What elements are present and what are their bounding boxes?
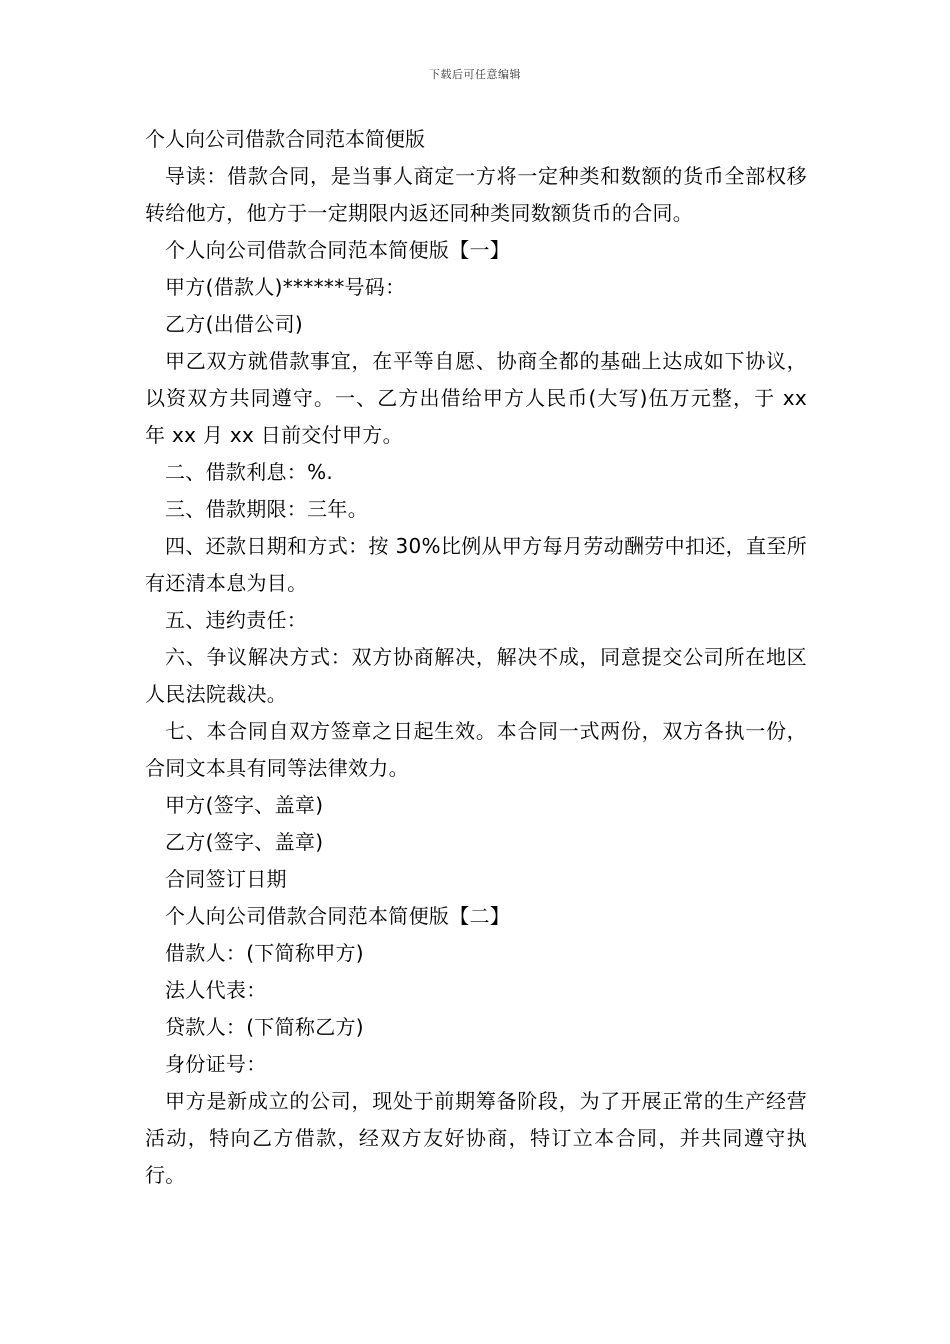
- section1-heading: 个人向公司借款合同范本简便版【一】: [165, 238, 511, 262]
- document-title: 个人向公司借款合同范本简便版: [145, 127, 425, 151]
- lender-line: 贷款人：(下简称乙方): [165, 1015, 364, 1039]
- clause-liability: 五、违约责任：: [165, 608, 308, 632]
- signature-party-a: 甲方(签字、盖章): [165, 793, 324, 817]
- clause-interest: 二、借款利息：%.: [165, 460, 334, 484]
- page-header-note: 下载后可任意编辑: [429, 68, 521, 81]
- clause-effect: 七、本合同自双方签章之日起生效。本合同一式两份，双方各执一份，合同文本具有同等法律效力。: [145, 719, 807, 780]
- intro-paragraph: 导读：借款合同，是当事人商定一方将一定种类和数额的货币全部权移转给他方，他方于一定期限内返还同种类同数额货币的合同。: [145, 164, 807, 225]
- agreement-paragraph: 甲乙双方就借款事宜，在平等自愿、协商全都的基础上达成如下协议，以资双方共同遵守。一、乙方出借给甲方人民币(大写)伍万元整，于 xx 年 xx 月 xx 日前交付甲方。: [145, 349, 807, 447]
- signing-date: 合同签订日期: [165, 867, 287, 891]
- section2-intro-paragraph: 甲方是新成立的公司，现处于前期筹备阶段，为了开展正常的生产经营活动，特向乙方借款，经双方友好协商，特订立本合同，并共同遵守执行。: [145, 1089, 807, 1187]
- legal-representative-line: 法人代表：: [165, 978, 267, 1002]
- clause-term: 三、借款期限：三年。: [165, 497, 368, 521]
- section2-heading: 个人向公司借款合同范本简便版【二】: [165, 904, 511, 928]
- document-body: [145, 121, 807, 1194]
- party-b-line: 乙方(出借公司): [165, 312, 304, 336]
- clause-dispute: 六、争议解决方式：双方协商解决，解决不成，同意提交公司所在地区人民法院裁决。: [145, 645, 807, 706]
- borrower-line: 借款人：(下简称甲方): [165, 941, 364, 965]
- signature-party-b: 乙方(签字、盖章): [165, 830, 324, 854]
- party-a-line: 甲方(借款人)******号码：: [165, 275, 406, 299]
- id-number-line: 身份证号：: [165, 1052, 267, 1076]
- clause-repayment: 四、还款日期和方式：按 30%比例从甲方每月劳动酬劳中扣还，直至所有还清本息为目。: [145, 534, 807, 595]
